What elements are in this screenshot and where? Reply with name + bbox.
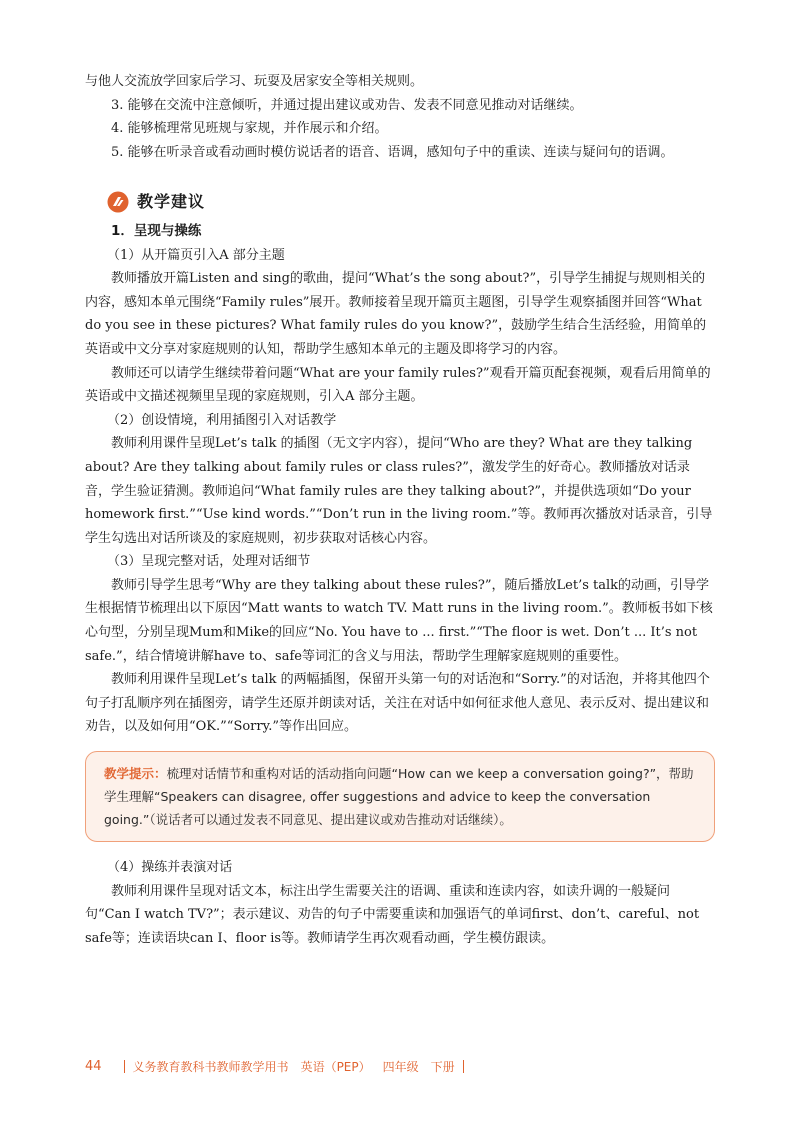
footer-subject: 英语（PEP） bbox=[300, 1060, 371, 1074]
paragraph-2: 教师还可以请学生继续带着问题“What are your family rules?”观看开篇页配套视频，观看后用简单的英语或中文描述视频里呈现的家庭规则，引入A 部分主题。 bbox=[85, 365, 711, 405]
subheading-2: （2）创设情境，利用插图引入对话教学 bbox=[107, 412, 337, 428]
paragraph-3: 教师利用课件呈现Let’s talk 的插图（无文字内容），提问“Who are they? What are they talking about? Are they talking about family rules or class rules?”，激发学生的好奇心。教师播放对话录音，学生验证猜测。教师追问“What family rules are they talking about?”，并提供选项如“Do your homework first.”“Use kind words.”“Don’t run in the living room.”等。教师再次播放对话录音，引导学生勾选出对话所谈及的家庭规则，初步获取对话核心内容。 bbox=[85, 436, 713, 546]
objective-3: 3. 能够在交流中注意倾听，并通过提出建议或劝告、发表不同意见推动对话继续。 bbox=[111, 97, 583, 113]
subheading-1: （1）从开篇页引入A 部分主题 bbox=[107, 247, 285, 263]
page-number: 44 bbox=[85, 1059, 102, 1074]
page-footer bbox=[85, 1058, 472, 1075]
teaching-tip-box bbox=[85, 751, 715, 842]
intro-line-1: 与他人交流放学回家后学习、玩耍及居家安全等相关规则。 bbox=[85, 74, 424, 89]
objective-5: 5. 能够在听录音或看动画时模仿说话者的语音、语调，感知句子中的重读、连读与疑问句的语调。 bbox=[111, 144, 674, 160]
subheading-3: （3）呈现完整对话，处理对话细节 bbox=[107, 554, 311, 570]
paragraph-4: 教师引导学生思考“Why are they talking about these rules?”，随后播放Let’s talk的动画，引导学生根据情节梳理出以下原因“Matt wants to watch TV. Matt runs in the living room.”。教师板书如下核心句型，分别呈现Mum和Mike的回应“No. You have to ... first.”“The floor is wet. Don’t ... It’s not safe.”，结合情境讲解have to、safe等词汇的含义与用法，帮助学生理解家庭规则的重要性。 bbox=[85, 577, 713, 664]
footer-volume: 下册 bbox=[430, 1060, 455, 1074]
footer-divider bbox=[124, 1060, 125, 1073]
heading-present-practice: 1．呈现与操练 bbox=[111, 222, 202, 239]
footer-book: 义务教育教科书教师教学用书 bbox=[132, 1060, 289, 1074]
paragraph-5: 教师利用课件呈现Let’s talk 的两幅插图，保留开头第一句的对话泡和“Sorry.”的对话泡，并将其他四个句子打乱顺序列在插图旁，请学生还原并朗读对话，关注在对话中如何征求他人意见、表示反对、提出建议和劝告，以及如何用“OK.”“Sorry.”等作出回应。 bbox=[85, 672, 710, 735]
tip-label: 教学提示： bbox=[104, 766, 167, 782]
paragraph-1: 教师播放开篇Listen and sing的歌曲，提问“What’s the song about?”，引导学生捕捉与规则相关的内容，感知本单元围绕“Family rules”展开。教师接着呈现开篇页主题图，引导学生观察插图并回答“What do you see in these pictures? What family rules do you know?”，鼓励学生结合生活经验，用简单的英语或中文分享对家庭规则的认知，帮助学生感知本单元的主题及即将学习的内容。 bbox=[85, 271, 707, 357]
teaching-suggestion-icon bbox=[107, 191, 129, 213]
paragraph-6: 教师利用课件呈现对话文本，标注出学生需要关注的语调、重读和连读内容，如读升调的一般疑问句“Can I watch TV?”；表示建议、劝告的句子中需要重读和加强语气的单词first、don’t、careful、not safe等；连读语块can I、floor is等。教师请学生再次观看动画，学生模仿跟读。 bbox=[85, 883, 700, 946]
page-content bbox=[85, 70, 715, 950]
objective-4: 4. 能够梳理常见班规与家规，并作展示和介绍。 bbox=[111, 121, 388, 137]
subheading-4: （4）操练并表演对话 bbox=[107, 860, 233, 876]
footer-grade: 四年级 bbox=[382, 1060, 419, 1074]
footer-divider-end bbox=[463, 1060, 464, 1073]
tip-text: 梳理对话情节和重构对话的活动指向问题“How can we keep a conversation going?”，帮助学生理解“Speakers can disagree, offer suggestions and advice to keep the conversation going.”（说话者可以通过发表不同意见、提出建议或劝告推动对话继续）。 bbox=[104, 766, 694, 828]
section-title: 教学建议 bbox=[137, 192, 206, 212]
section-header bbox=[107, 190, 715, 214]
